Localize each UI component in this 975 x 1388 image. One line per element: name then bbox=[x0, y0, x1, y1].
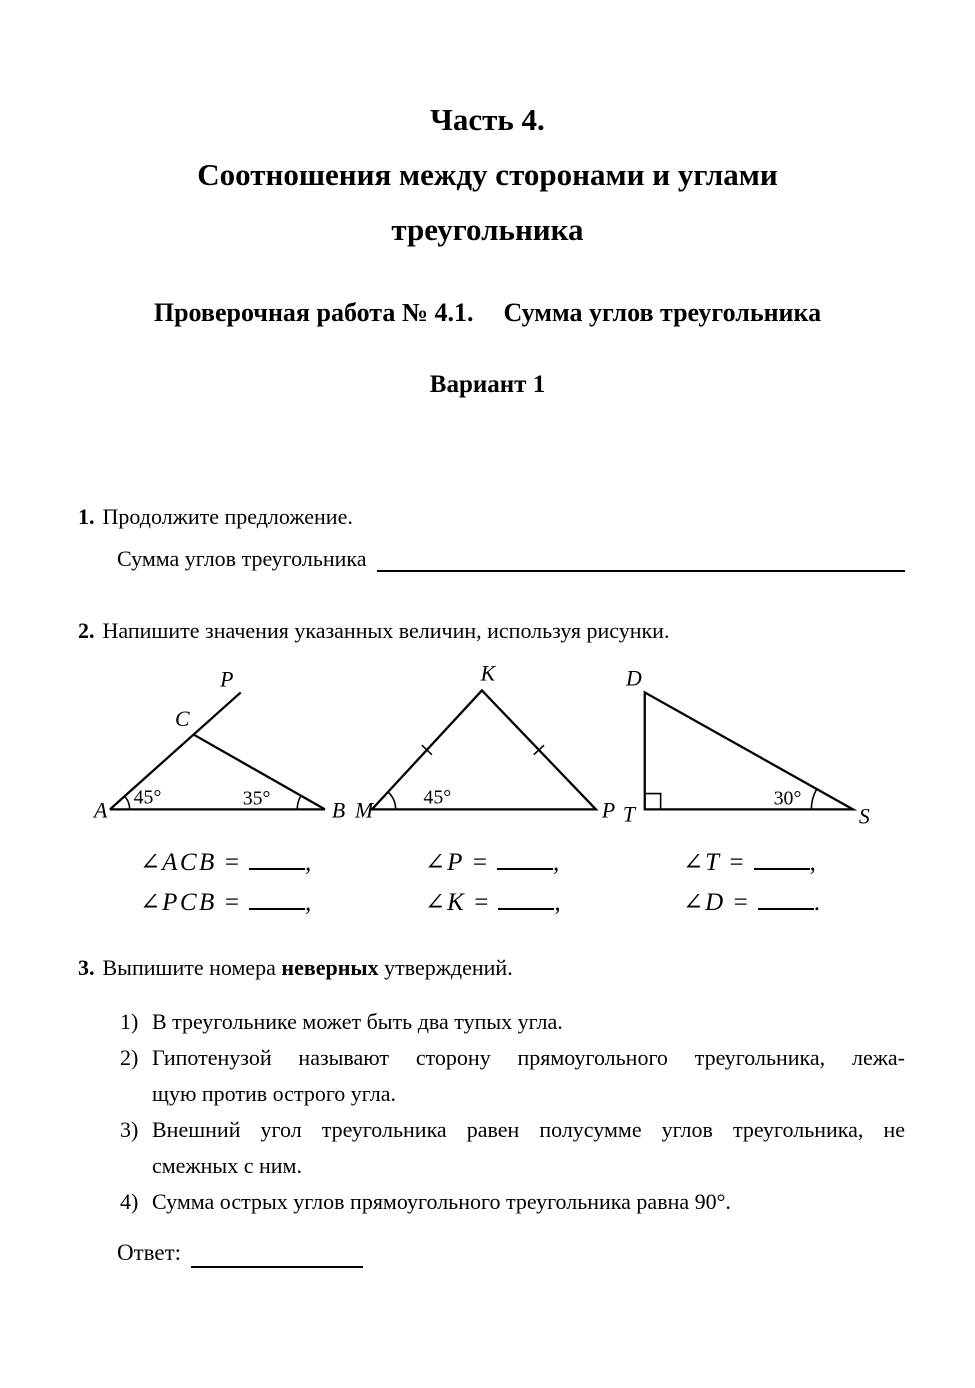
statement-4-marker: 4) bbox=[120, 1189, 139, 1214]
work-topic: Сумма углов треугольника bbox=[503, 298, 822, 327]
answer-blank-ACB[interactable] bbox=[249, 867, 305, 870]
statement-4-line-1: Сумма острых углов прямоугольного треугольника равна 90°. bbox=[152, 1189, 731, 1214]
answer-blank-PCB[interactable] bbox=[249, 907, 305, 910]
angle-icon: ∠ bbox=[140, 850, 161, 876]
figure-triangle-ABC bbox=[92, 652, 355, 832]
vertex-label-B: B bbox=[331, 798, 346, 823]
angle-answer-T: ∠T = , bbox=[683, 849, 816, 876]
angle-icon: ∠ bbox=[683, 850, 704, 876]
q1-number: 1. bbox=[78, 504, 95, 529]
statement-4 bbox=[120, 1184, 905, 1220]
question-3 bbox=[78, 955, 905, 1268]
statement-3-line-2: смежных с ним. bbox=[152, 1153, 302, 1178]
q3-intro-bold: неверных bbox=[281, 955, 379, 980]
vertex-label-D: D bbox=[626, 666, 643, 691]
q2-number: 2. bbox=[78, 618, 95, 643]
q3-answer-blank[interactable] bbox=[191, 1244, 363, 1268]
q3-answer-label: Ответ: bbox=[117, 1240, 182, 1265]
q1-prompt: Сумма углов треугольника bbox=[117, 546, 367, 571]
vertex-label-P2: P bbox=[601, 798, 615, 823]
figure-triangle-MKP bbox=[355, 652, 618, 832]
figure-triangle-TDS bbox=[617, 652, 905, 832]
angle-label-45-at-M: 45° bbox=[423, 786, 451, 809]
angle-answer-P: ∠P = , bbox=[425, 849, 560, 876]
statement-2 bbox=[120, 1040, 905, 1112]
q2-answers-row-2 bbox=[78, 888, 905, 928]
page-title bbox=[0, 92, 975, 257]
variant-heading: Вариант 1 bbox=[429, 371, 546, 398]
angle-label-30-at-S: 30° bbox=[774, 787, 802, 810]
angle-icon: ∠ bbox=[425, 890, 446, 916]
q2-answers-row-1 bbox=[78, 848, 905, 888]
title-line-1: Соотношения между сторонами и углами bbox=[197, 157, 778, 192]
vertex-label-M: M bbox=[354, 798, 373, 823]
q3-heading bbox=[78, 955, 905, 981]
angle-answer-K: ∠K = , bbox=[425, 889, 561, 916]
q3-intro-post: утверждений. bbox=[378, 955, 513, 980]
angle-icon: ∠ bbox=[425, 850, 446, 876]
answer-blank-K[interactable] bbox=[498, 907, 554, 910]
answer-blank-D[interactable] bbox=[758, 907, 814, 910]
statement-2-line-2: щую против острого угла. bbox=[152, 1081, 396, 1106]
question-2 bbox=[78, 618, 905, 928]
vertex-label-C: C bbox=[174, 707, 190, 732]
angle-icon: ∠ bbox=[683, 890, 704, 916]
answer-blank-T[interactable] bbox=[754, 867, 810, 870]
q2-figures bbox=[92, 652, 905, 832]
statement-3 bbox=[120, 1112, 905, 1184]
angle-icon: ∠ bbox=[140, 890, 161, 916]
q1-fill-line bbox=[117, 546, 905, 572]
statement-1-line-1: В треугольнике может быть два тупых угла. bbox=[152, 1009, 563, 1034]
angle-answer-PCB: ∠PCB = , bbox=[140, 889, 312, 916]
vertex-label-K: K bbox=[480, 661, 495, 686]
angle-label-35-at-B: 35° bbox=[242, 787, 271, 810]
q3-statements bbox=[120, 1004, 905, 1220]
statement-1 bbox=[120, 1004, 905, 1040]
angle-answer-D: ∠D = . bbox=[683, 889, 821, 916]
angle-answer-ACB: ∠ACB = , bbox=[140, 849, 312, 876]
q1-heading bbox=[78, 504, 905, 530]
work-label: Проверочная работа № 4.1. bbox=[153, 298, 474, 327]
part-heading: Часть 4. bbox=[430, 102, 545, 137]
statement-1-marker: 1) bbox=[120, 1009, 139, 1034]
q2-heading bbox=[78, 618, 905, 644]
answer-blank-P[interactable] bbox=[497, 867, 553, 870]
vertex-label-S: S bbox=[859, 804, 871, 829]
q1-answer-blank[interactable] bbox=[377, 550, 905, 572]
q1-text: Продолжите предложение. bbox=[102, 504, 353, 529]
vertex-label-P: P bbox=[220, 667, 234, 692]
statement-3-marker: 3) bbox=[120, 1117, 139, 1142]
question-1 bbox=[78, 504, 905, 572]
q3-answer-line bbox=[117, 1238, 905, 1268]
statement-2-marker: 2) bbox=[120, 1045, 139, 1070]
vertex-label-A: A bbox=[93, 798, 108, 823]
q2-text: Напишите значения указанных величин, используя рисунки. bbox=[102, 618, 670, 643]
title-line-2: треугольника bbox=[391, 212, 584, 247]
subtitle bbox=[0, 298, 975, 328]
statement-3-line-1: Внешний угол треугольника равен полусумме углов треугольника, не bbox=[152, 1117, 905, 1142]
right-angle-mark bbox=[645, 794, 661, 810]
vertex-label-T: T bbox=[623, 802, 636, 827]
statement-2-line-1: Гипотенузой называют сторону прямоугольного треугольника, лежа- bbox=[152, 1045, 905, 1070]
q3-intro-pre: Выпишите номера bbox=[102, 955, 282, 980]
angle-label-45-at-A: 45° bbox=[133, 786, 162, 809]
q3-number: 3. bbox=[78, 955, 95, 980]
